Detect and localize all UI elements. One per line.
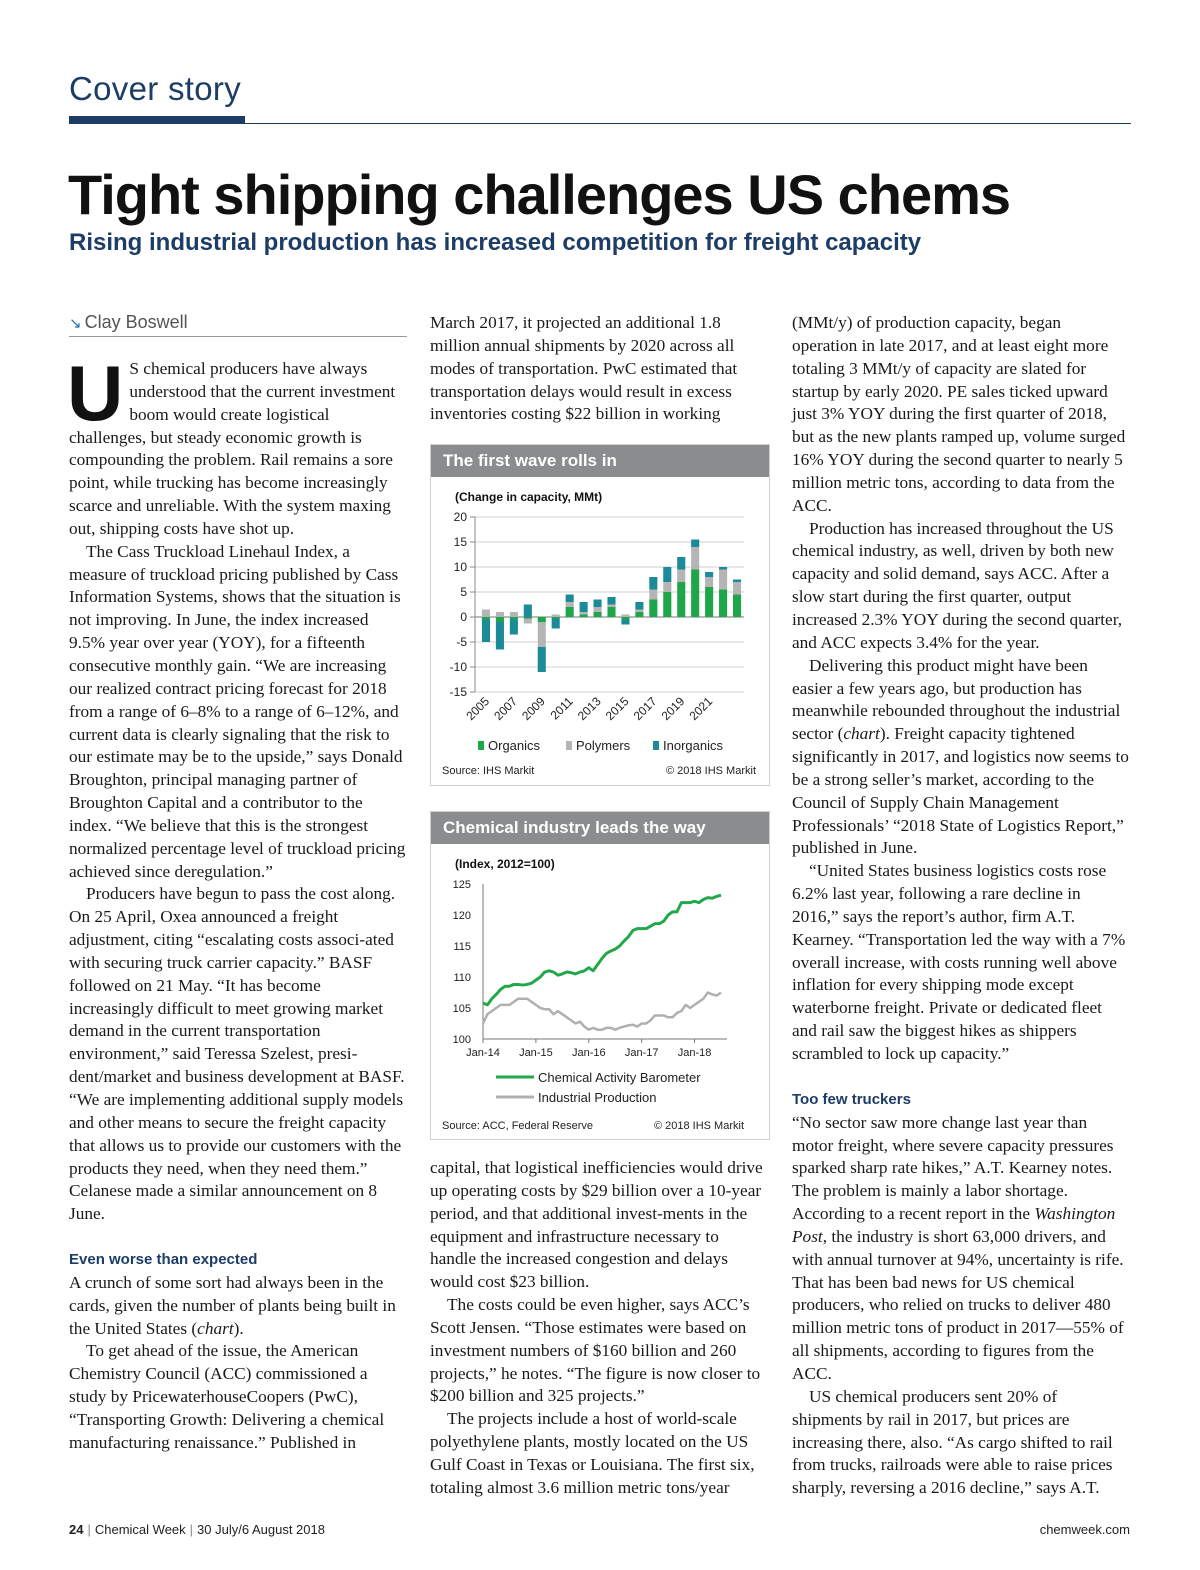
y-tick-label: 125 [452, 879, 471, 891]
paragraph-text: A crunch of some sort had always been in the cards, given the number of plants being built in the United States ( [69, 1272, 396, 1338]
bar-polymers [733, 582, 741, 595]
bar-organics [566, 607, 574, 617]
paragraph: capital, that logistical inefficiencies would drive up operating costs by $29 billion over a 10-year period, and that additional invest-ments in the equipment and infrastructure necessary to handle the increased congestion and delays would cost $23 billion. [430, 1158, 763, 1292]
bar-inorganics [677, 557, 685, 570]
footer-separator: | [87, 1522, 91, 1537]
x-tick-label: 2013 [574, 694, 604, 724]
legend-label: Industrial Production [538, 1090, 657, 1105]
bar-inorganics [496, 622, 504, 650]
x-tick-label: 2007 [491, 694, 520, 724]
paragraph-text: ). Freight capacity tightened significantly in 2017, and logistics now seems to be a strong seller’s market, according to the Council of Supply Chain Management Professionals’ “2018 State of Logistics Report,” published in June. [792, 724, 1129, 858]
y-tick-label: 110 [453, 972, 471, 984]
bar-organics [705, 587, 713, 617]
bar-polymers [649, 590, 657, 600]
bar-inorganics [594, 600, 602, 608]
bar-inorganics [719, 567, 727, 570]
bar-polymers [524, 619, 532, 624]
bar-polymers [719, 570, 727, 590]
legend-label: Chemical Activity Barometer [538, 1070, 701, 1085]
footer-left [69, 1522, 325, 1537]
legend-swatch [566, 741, 572, 750]
paragraph: The costs could be even higher, says ACC’s Scott Jensen. “Those estimates were based on investment numbers of $160 billion and 260 projects,” he notes. “The figure is now closer to $200 billion and 325 projects.” [430, 1295, 761, 1406]
bar-polymers [705, 577, 713, 587]
bar-inorganics [705, 572, 713, 577]
bar-inorganics [649, 577, 657, 590]
y-tick-label: 10 [453, 560, 467, 574]
bar-inorganics [663, 567, 671, 582]
bar-organics [538, 617, 546, 622]
emphasis: chart [197, 1318, 234, 1338]
bar-inorganics [621, 620, 629, 625]
x-tick-label: 2011 [547, 694, 576, 723]
series-line-industrial [483, 993, 721, 1030]
bar-inorganics [733, 580, 741, 583]
column-2-top [430, 312, 768, 426]
paragraph: To get ahead of the issue, the American Chemistry Council (ACC) commissioned a study by PricewaterhouseCoopers (PwC), “Transporting Growth: Delivering a chemical manufacturing renaissance.” Published in [69, 1341, 385, 1452]
bar-polymers [496, 612, 504, 617]
paragraph [792, 1112, 1130, 1386]
byline [69, 312, 407, 337]
x-tick-label: 2015 [602, 694, 632, 724]
paragraph-text: , the industry is short 63,000 drivers, and with annual turnover at 94%, uncertainty is rife. That has been bad news for US chemical producers, who relied on trucks to deliver 480 million metric tons of product in 2017—55% of all shipments, according to figures from the ACC. [792, 1226, 1124, 1383]
bar-organics [677, 582, 685, 617]
legend-label: Inorganics [663, 738, 723, 753]
y-tick-label: 105 [452, 1003, 471, 1015]
paragraph [69, 1272, 407, 1341]
section-label: Cover story [69, 70, 242, 107]
paragraph-text: ). [233, 1318, 244, 1338]
chart-source: Source: IHS Markit [442, 765, 535, 777]
bar-inorganics [580, 602, 588, 612]
y-axis-label: (Index, 2012=100) [455, 857, 555, 871]
subhead: Too few truckers [792, 1090, 911, 1108]
bar-organics [496, 617, 504, 622]
x-tick-label: 2019 [658, 694, 688, 724]
y-tick-label: -5 [456, 635, 467, 649]
series-line-chemical [483, 895, 721, 1005]
author-name: Clay Boswell [84, 312, 188, 332]
chart-credit: © 2018 IHS Markit [665, 765, 756, 777]
page-number: 24 [69, 1522, 84, 1537]
x-tick-label: 2009 [519, 694, 548, 724]
bar-inorganics [566, 595, 574, 603]
paragraph: (MMt/y) of production capacity, began operation in late 2017, and at least eight more totaling 3 MMt/y of capacity are slated for startup by early 2020. PE sales ticked upward just 3% YOY during the first quarter of 2018, but as the new plants ramped up, volume surged 16% YOY during the second quarter to nearly 5 million metric tons, according to data from the ACC. [792, 313, 1126, 515]
y-tick-label: -10 [449, 660, 467, 674]
legend-label: Organics [488, 738, 541, 753]
y-tick-label: 100 [452, 1034, 471, 1046]
x-tick-label: Jan-15 [519, 1047, 553, 1059]
paragraph [67, 349, 407, 541]
x-tick-label: Jan-16 [571, 1047, 606, 1059]
byline-arrow-icon: ↘ [69, 315, 82, 332]
y-tick-label: -15 [449, 685, 467, 699]
y-tick-label: 0 [460, 610, 467, 624]
capacity-chart-plot [431, 477, 769, 783]
y-tick-label: 15 [453, 535, 467, 549]
bar-inorganics [510, 620, 518, 635]
y-axis-label: (Change in capacity, MMt) [455, 490, 603, 504]
bar-inorganics [482, 620, 490, 643]
deck: Rising industrial production has increased competition for freight capacity [69, 229, 922, 256]
column-3 [792, 312, 1130, 1500]
publication-name: Chemical Week [94, 1522, 186, 1537]
bar-organics [691, 570, 699, 618]
chart-credit: © 2018 IHS Markit [653, 1120, 744, 1132]
legend-label: Polymers [576, 738, 631, 753]
emphasis: Washington Post [792, 1204, 1116, 1246]
headline: Tight shipping challenges US chems [68, 163, 1011, 226]
x-tick-label: Jan-18 [677, 1047, 712, 1059]
bar-organics [510, 617, 518, 620]
x-tick-label: 2017 [630, 694, 660, 724]
column-2-bottom [430, 1157, 768, 1500]
bar-polymers [677, 570, 685, 583]
bar-organics [552, 617, 560, 619]
chart-title: The first wave rolls in [431, 445, 769, 477]
bar-polymers [538, 622, 546, 647]
bar-inorganics [691, 540, 699, 548]
bar-organics [719, 590, 727, 618]
legend-swatch [478, 741, 484, 750]
subhead: Even worse than expected [69, 1251, 258, 1269]
bar-organics [635, 612, 643, 617]
bar-organics [621, 617, 629, 620]
paragraph-text: “No sector saw more change last year than motor freight, where severe capacity pressures sparked sharp rate hikes,” A.T. Kearney notes. The problem is mainly a labor shortage. According to a recent report in the [792, 1112, 1114, 1224]
paragraph: Production has increased throughout the US chemical industry, as well, driven by both new capacity and solid demand, says ACC. After a slow start during the first quarter, output increased 2.3% YOY during the second quarter, and ACC expects 3.4% for the year. [792, 518, 1123, 652]
issue-date: 30 July/6 August 2018 [197, 1522, 325, 1537]
bar-organics [649, 600, 657, 618]
footer-site: chemweek.com [1039, 1522, 1130, 1537]
bar-inorganics [538, 647, 546, 672]
bar-polymers [594, 607, 602, 612]
chart-title: Chemical industry leads the way [431, 812, 769, 844]
chart-source: Source: ACC, Federal Reserve [442, 1120, 594, 1132]
y-tick-label: 5 [460, 585, 467, 599]
y-tick-label: 120 [452, 910, 471, 922]
drop-cap: U [67, 349, 124, 437]
bar-polymers [566, 602, 574, 607]
bar-organics [733, 595, 741, 618]
column-1 [67, 349, 407, 1455]
bar-polymers [663, 582, 671, 592]
paragraph-text: S chemical producers have always understood that the current investment boom would create logistical challenges, but steady economic growth is compounding the problem. Rail remains a sore point, while trucking has become increasingly scarce and unreliable. With the system maxing out, shipping costs have shot up. [69, 359, 396, 538]
bar-polymers [510, 612, 518, 617]
paragraph: US chemical producers sent 20% of shipments by rail in 2017, but prices are increasing there, also. “As cargo shifted to rail from trucks, railroads were able to raise prices sharply, reversing a 2016 decline,” says A.T. [792, 1386, 1113, 1498]
paragraph: March 2017, it projected an additional 1.8 million annual shipments by 2020 across all modes of transportation. PwC estimated that transportation delays would result in excess inventories costing $22 billion in working [430, 313, 738, 424]
paragraph: The Cass Truckload Linehaul Index, a measure of truckload pricing published by Cass Information Systems, shows that the situation is not improving. In June, the index increased 9.5% year over year (YOY), for a fifteenth consecutive monthly gain. “We are increasing our realized contract pricing forecast for 2018 from a range of 6–8% to a range of 6–12%, and current data is clearly signaling that the risk to our estimate may be to the upside,” says Donald Broughton, principal managing partner of Broughton Capital and a contributor to the index. “We believe that this is the strongest normalized percentage level of truckload pricing achieved since deregulation.” [69, 541, 406, 881]
bar-inorganics [552, 619, 560, 629]
bar-polymers [691, 547, 699, 570]
index-chart-plot [431, 844, 769, 1137]
bar-polymers [621, 615, 629, 618]
emphasis: chart [843, 724, 880, 744]
bar-inorganics [635, 602, 643, 610]
bar-organics [580, 615, 588, 618]
paragraph [792, 655, 1130, 861]
x-tick-label: Jan-14 [466, 1047, 500, 1059]
bar-polymers [580, 612, 588, 615]
x-tick-label: 2021 [686, 694, 716, 724]
y-tick-label: 115 [453, 941, 471, 953]
paragraph: “United States business logistics costs rose 6.2% last year, following a rare decline in 2016,” says the report’s author, firm A.T. Kearney. “Transportation led the way with a 7% overall increase, with costs running well above inflation for every shipping mode except waterborne freight. Private or dedicated fleet and rail saw the biggest hikes as shippers scrambled to lock up capacity.” [792, 861, 1126, 1063]
legend-swatch [653, 741, 659, 750]
index-chart [430, 811, 770, 1140]
section-divider [69, 123, 1131, 124]
bar-polymers [607, 605, 615, 608]
bar-organics [524, 617, 532, 619]
bar-inorganics [524, 605, 532, 618]
bar-organics [482, 617, 490, 620]
paragraph: The projects include a host of world-scale polyethylene plants, mostly located on the US Gulf Coast in Texas or Louisiana. The first six, totaling almost 3.6 million metric tons/year [430, 1409, 755, 1497]
bar-inorganics [607, 597, 615, 605]
footer-separator: | [189, 1522, 194, 1537]
bar-polymers [552, 615, 560, 618]
paragraph-text: Delivering this product might have been easier a few years ago, but production has meanwhile rebounded throughout the industrial sector ( [792, 655, 1121, 744]
x-tick-label: Jan-17 [624, 1047, 659, 1059]
bar-organics [594, 612, 602, 617]
y-tick-label: 20 [453, 510, 467, 524]
paragraph: Producers have begun to pass the cost along. On 25 April, Oxea announced a freight adjustment, citing “escalating costs associ-ated with securing truck carrier capacity.” BASF followed on 21 May. “It has become increasingly difficult to meet growing market demand in the current transportation environment,” said Teressa Szelest, presi-dent/market and business development at BASF. “We are implementing additional supply models and other means to secure the freight capacity that allows us to provide our customers with the products they need, when they need them.” Celanese made a similar announcement on 8 June. [69, 884, 405, 1224]
bar-polymers [635, 610, 643, 613]
x-tick-label: 2005 [463, 694, 493, 724]
bar-organics [663, 592, 671, 617]
bar-organics [607, 607, 615, 617]
bar-polymers [482, 610, 490, 618]
capacity-chart [430, 444, 770, 786]
